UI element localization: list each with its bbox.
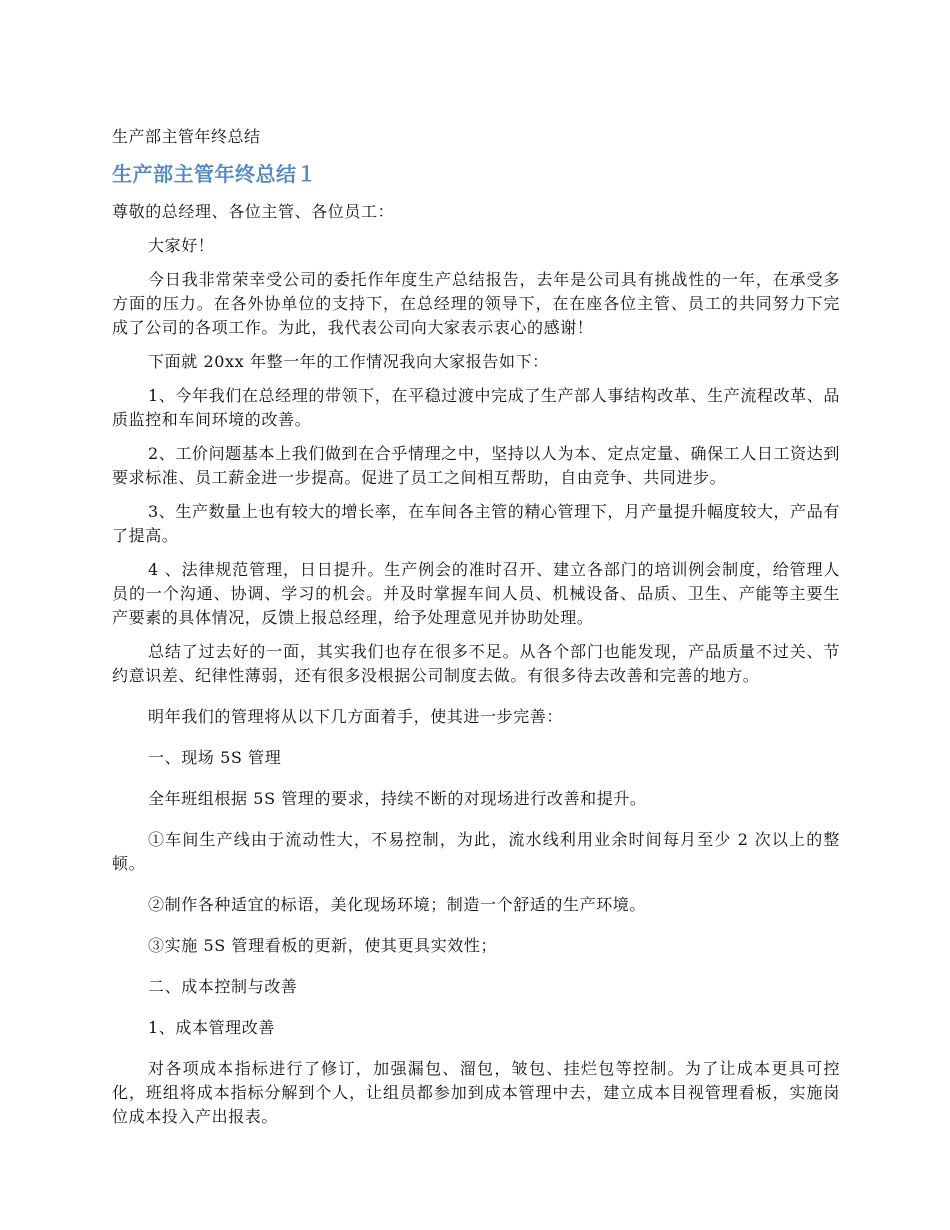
document-title: 生产部主管年终总结 <box>112 127 261 146</box>
paragraph-report-lead: 下面就 20xx 年整一年的工作情况我向大家报告如下： <box>148 352 549 371</box>
paragraph-salutation: 尊敬的总经理、各位主管、各位员工： <box>112 202 395 221</box>
paragraph-item-3: 3、生产数量上也有较大的增长率，在车间各主管的精心管理下，月产量提升幅度较大，产品有了提高。 <box>112 502 840 545</box>
paragraph-intro: 今日我非常荣幸受公司的委托作年度生产总结报告，去年是公司具有挑战性的一年，在承受多方面的压力。在各外协单位的支持下，在总经理的领导下，在在座各位主管、员工的共同努力下完成了公司的各项工作。为此，我代表公司向大家表示衷心的感谢！ <box>112 270 840 337</box>
paragraph-section-5s: 一、现场 5S 管理 <box>148 748 282 767</box>
paragraph-item-4: 4 、法律规范管理，日日提升。生产例会的准时召开、建立各部门的培训例会制度，给管理人员的一个沟通、协调、学习的机会。并及时掌握车间人员、机械设备、品质、卫生、产能等主要生产要素的具体情况，反馈上报总经理，给予处理意见并协助处理。 <box>112 560 840 627</box>
paragraph-5s-requirement: 全年班组根据 5S 管理的要求，持续不断的对现场进行改善和提升。 <box>148 789 647 808</box>
paragraph-5s-point-1: ①车间生产线由于流动性大，不易控制，为此，流水线利用业余时间每月至少 2 次以上的整顿。 <box>112 830 840 873</box>
paragraph-cost-detail: 对各项成本指标进行了修订，加强漏包、溜包，皱包、挂烂包等控制。为了让成本更具可控化，班组将成本指标分解到个人，让组员都参加到成本管理中去，建立成本目视管理看板，实施岗位成本投入产出报表。 <box>112 1059 840 1126</box>
paragraph-shortcomings: 总结了过去好的一面，其实我们也存在很多不足。从各个部门也能发现，产品质量不过关、节约意识差、纪律性薄弱，还有很多没根据公司制度去做。有很多待去改善和完善的地方。 <box>112 642 840 685</box>
paragraph-section-cost: 二、成本控制与改善 <box>148 977 298 996</box>
paragraph-item-2: 2、工价问题基本上我们做到在合乎情理之中，坚持以人为本、定点定量、确保工人日工资达到要求标准、员工薪金进一步提高。促进了员工之间相互帮助，自由竞争、共同进步。 <box>112 444 840 487</box>
paragraph-5s-point-3: ③实施 5S 管理看板的更新，使其更具实效性； <box>148 936 498 955</box>
paragraph-5s-point-2: ②制作各种适宜的标语，美化现场环境；制造一个舒适的生产环境。 <box>148 895 647 914</box>
document-page <box>112 126 840 1139</box>
paragraph-cost-subheading: 1、成本管理改善 <box>148 1018 275 1037</box>
paragraph-greeting: 大家好！ <box>148 236 215 255</box>
paragraph-item-1: 1、今年我们在总经理的带领下，在平稳过渡中完成了生产部人事结构改革、生产流程改革、品质监控和车间环境的改善。 <box>112 386 840 429</box>
section-heading: 生产部主管年终总结１ <box>112 162 317 186</box>
paragraph-next-year: 明年我们的管理将从以下几方面着手，使其进一步完善： <box>148 707 564 726</box>
